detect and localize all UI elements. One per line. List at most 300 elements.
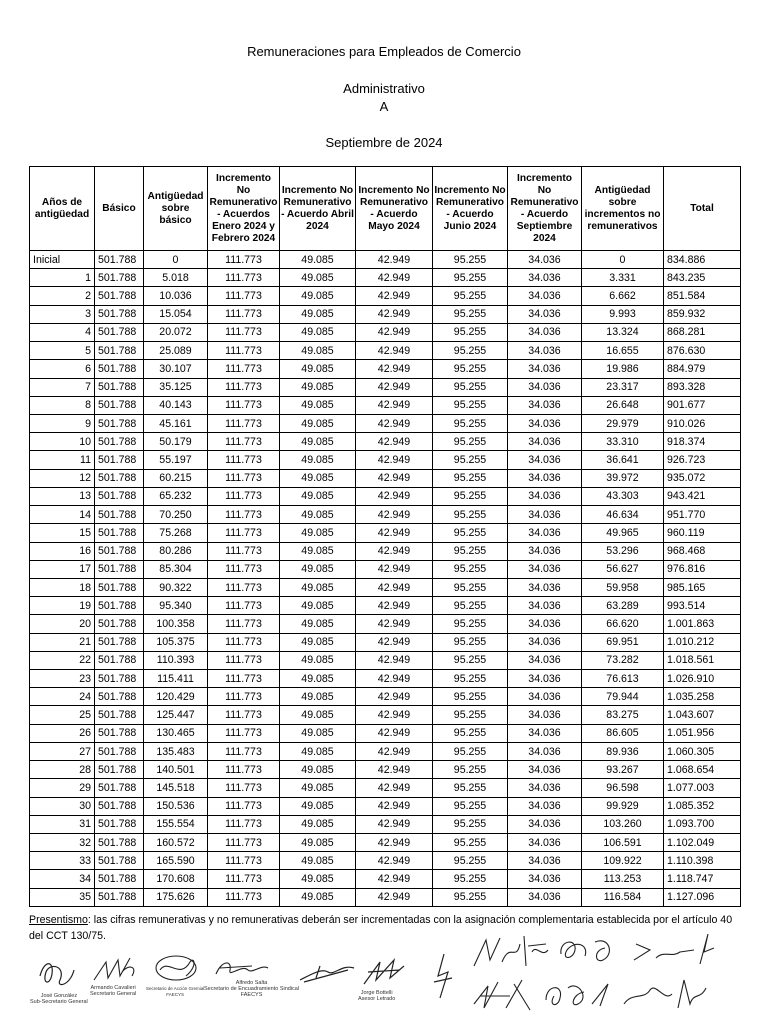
- table-row: [30, 797, 741, 815]
- increment-apr-cell: 49.085: [280, 378, 356, 396]
- seniority-cell: 0: [144, 251, 208, 269]
- years-cell: 9: [30, 414, 95, 432]
- seniority-increments-cell: 56.627: [582, 560, 664, 578]
- increment-jan-feb-cell: 111.773: [208, 797, 280, 815]
- increment-sep-cell: 34.036: [508, 487, 582, 505]
- increment-may-cell: 42.949: [356, 396, 433, 414]
- seniority-cell: 165.590: [144, 852, 208, 870]
- increment-jun-cell: 95.255: [433, 378, 508, 396]
- increment-may-cell: 42.949: [356, 469, 433, 487]
- basic-cell: 501.788: [95, 724, 144, 742]
- increment-jun-cell: 95.255: [433, 633, 508, 651]
- seniority-increments-cell: 53.296: [582, 542, 664, 560]
- seniority-cell: 55.197: [144, 451, 208, 469]
- basic-cell: 501.788: [95, 670, 144, 688]
- basic-cell: 501.788: [95, 688, 144, 706]
- signature-3: [150, 952, 202, 986]
- document-category: Administrativo: [343, 81, 425, 96]
- signature-10: [630, 930, 716, 970]
- seniority-cell: 15.054: [144, 305, 208, 323]
- increment-may-cell: 42.949: [356, 797, 433, 815]
- seniority-increments-cell: 3.331: [582, 269, 664, 287]
- seniority-increments-cell: 63.289: [582, 597, 664, 615]
- total-cell: 910.026: [664, 414, 741, 432]
- increment-jan-feb-cell: 111.773: [208, 670, 280, 688]
- increment-may-cell: 42.949: [356, 706, 433, 724]
- increment-jun-cell: 95.255: [433, 597, 508, 615]
- increment-may-cell: 42.949: [356, 506, 433, 524]
- table-row: [30, 287, 741, 305]
- seniority-cell: 140.501: [144, 761, 208, 779]
- table-row: [30, 487, 741, 505]
- signature-13: [620, 974, 710, 1014]
- increment-jun-cell: 95.255: [433, 506, 508, 524]
- seniority-cell: 90.322: [144, 578, 208, 596]
- increment-sep-cell: 34.036: [508, 779, 582, 797]
- increment-apr-cell: 49.085: [280, 797, 356, 815]
- total-cell: 935.072: [664, 469, 741, 487]
- basic-cell: 501.788: [95, 597, 144, 615]
- seniority-cell: 25.089: [144, 342, 208, 360]
- increment-may-cell: 42.949: [356, 578, 433, 596]
- total-cell: 901.677: [664, 396, 741, 414]
- increment-jun-cell: 95.255: [433, 742, 508, 760]
- increment-jun-cell: 95.255: [433, 451, 508, 469]
- increment-apr-cell: 49.085: [280, 688, 356, 706]
- increment-may-cell: 42.949: [356, 834, 433, 852]
- increment-may-cell: 42.949: [356, 615, 433, 633]
- increment-jun-cell: 95.255: [433, 469, 508, 487]
- seniority-cell: 70.250: [144, 506, 208, 524]
- years-cell: 12: [30, 469, 95, 487]
- basic-cell: 501.788: [95, 761, 144, 779]
- increment-sep-cell: 34.036: [508, 269, 582, 287]
- increment-may-cell: 42.949: [356, 269, 433, 287]
- table-row: [30, 670, 741, 688]
- seniority-increments-cell: 19.986: [582, 360, 664, 378]
- increment-jan-feb-cell: 111.773: [208, 451, 280, 469]
- basic-cell: 501.788: [95, 651, 144, 669]
- increment-apr-cell: 49.085: [280, 487, 356, 505]
- seniority-cell: 30.107: [144, 360, 208, 378]
- total-cell: 1.110.398: [664, 852, 741, 870]
- increment-jun-cell: 95.255: [433, 870, 508, 888]
- increment-apr-cell: 49.085: [280, 323, 356, 341]
- increment-may-cell: 42.949: [356, 251, 433, 269]
- basic-cell: 501.788: [95, 797, 144, 815]
- increment-jun-cell: 95.255: [433, 269, 508, 287]
- increment-apr-cell: 49.085: [280, 651, 356, 669]
- increment-jan-feb-cell: 111.773: [208, 323, 280, 341]
- total-cell: 834.886: [664, 251, 741, 269]
- increment-may-cell: 42.949: [356, 852, 433, 870]
- increment-sep-cell: 34.036: [508, 360, 582, 378]
- years-cell: 29: [30, 779, 95, 797]
- seniority-increments-cell: 43.303: [582, 487, 664, 505]
- footnote-label: Presentismo: [29, 914, 88, 926]
- basic-cell: 501.788: [95, 469, 144, 487]
- increment-jan-feb-cell: 111.773: [208, 251, 280, 269]
- salary-table: [29, 166, 741, 907]
- seniority-increments-cell: 93.267: [582, 761, 664, 779]
- increment-jan-feb-cell: 111.773: [208, 506, 280, 524]
- increment-jan-feb-cell: 111.773: [208, 524, 280, 542]
- total-cell: 1.118.747: [664, 870, 741, 888]
- table-row: [30, 305, 741, 323]
- years-cell: Inicial: [30, 251, 95, 269]
- table-row: [30, 451, 741, 469]
- basic-cell: 501.788: [95, 615, 144, 633]
- years-cell: 20: [30, 615, 95, 633]
- increment-may-cell: 42.949: [356, 651, 433, 669]
- basic-cell: 501.788: [95, 888, 144, 906]
- increment-jan-feb-cell: 111.773: [208, 396, 280, 414]
- table-row: [30, 269, 741, 287]
- years-cell: 3: [30, 305, 95, 323]
- signature-caption-1: José González Sub-Secretario General: [30, 993, 88, 1005]
- total-cell: 1.127.096: [664, 888, 741, 906]
- basic-cell: 501.788: [95, 251, 144, 269]
- total-cell: 851.584: [664, 287, 741, 305]
- total-cell: 985.165: [664, 578, 741, 596]
- increment-may-cell: 42.949: [356, 742, 433, 760]
- years-cell: 30: [30, 797, 95, 815]
- signature-9: [555, 934, 625, 968]
- increment-may-cell: 42.949: [356, 761, 433, 779]
- seniority-increments-cell: 109.922: [582, 852, 664, 870]
- seniority-cell: 105.375: [144, 633, 208, 651]
- increment-sep-cell: 34.036: [508, 815, 582, 833]
- increment-sep-cell: 34.036: [508, 597, 582, 615]
- increment-jun-cell: 95.255: [433, 524, 508, 542]
- total-cell: 1.077.003: [664, 779, 741, 797]
- basic-cell: 501.788: [95, 433, 144, 451]
- increment-may-cell: 42.949: [356, 323, 433, 341]
- seniority-cell: 75.268: [144, 524, 208, 542]
- signature-12: [540, 974, 612, 1014]
- seniority-increments-cell: 13.324: [582, 323, 664, 341]
- seniority-increments-cell: 99.929: [582, 797, 664, 815]
- signature-2: [92, 954, 142, 986]
- increment-may-cell: 42.949: [356, 287, 433, 305]
- seniority-increments-cell: 73.282: [582, 651, 664, 669]
- basic-cell: 501.788: [95, 852, 144, 870]
- increment-apr-cell: 49.085: [280, 742, 356, 760]
- increment-jun-cell: 95.255: [433, 542, 508, 560]
- increment-apr-cell: 49.085: [280, 670, 356, 688]
- increment-may-cell: 42.949: [356, 524, 433, 542]
- seniority-cell: 100.358: [144, 615, 208, 633]
- increment-apr-cell: 49.085: [280, 524, 356, 542]
- seniority-cell: 145.518: [144, 779, 208, 797]
- years-cell: 27: [30, 742, 95, 760]
- seniority-increments-cell: 16.655: [582, 342, 664, 360]
- increment-jun-cell: 95.255: [433, 815, 508, 833]
- seniority-cell: 160.572: [144, 834, 208, 852]
- basic-cell: 501.788: [95, 542, 144, 560]
- increment-apr-cell: 49.085: [280, 615, 356, 633]
- basic-cell: 501.788: [95, 578, 144, 596]
- seniority-increments-cell: 96.598: [582, 779, 664, 797]
- years-cell: 13: [30, 487, 95, 505]
- total-cell: 1.093.700: [664, 815, 741, 833]
- increment-jun-cell: 95.255: [433, 342, 508, 360]
- increment-sep-cell: 34.036: [508, 724, 582, 742]
- increment-sep-cell: 34.036: [508, 761, 582, 779]
- total-cell: 926.723: [664, 451, 741, 469]
- increment-apr-cell: 49.085: [280, 414, 356, 432]
- years-cell: 15: [30, 524, 95, 542]
- basic-cell: 501.788: [95, 378, 144, 396]
- basic-cell: 501.788: [95, 506, 144, 524]
- footnote-text: : las cifras remunerativas y no remunerativas deberán ser incrementadas con la asignación complementaria establecida por el artículo 40 del CCT 130/75.: [29, 914, 733, 942]
- total-cell: 868.281: [664, 323, 741, 341]
- table-row: [30, 633, 741, 651]
- increment-apr-cell: 49.085: [280, 578, 356, 596]
- column-header: Incremento No Remunerativo - Acuerdo Abril 2024: [280, 167, 356, 251]
- seniority-increments-cell: 106.591: [582, 834, 664, 852]
- increment-apr-cell: 49.085: [280, 815, 356, 833]
- seniority-increments-cell: 46.634: [582, 506, 664, 524]
- increment-may-cell: 42.949: [356, 360, 433, 378]
- years-cell: 31: [30, 815, 95, 833]
- signature-caption-5: Jorge Bottelli Asesor Letrado: [358, 990, 396, 1002]
- seniority-cell: 85.304: [144, 560, 208, 578]
- seniority-increments-cell: 86.605: [582, 724, 664, 742]
- table-row: [30, 360, 741, 378]
- basic-cell: 501.788: [95, 633, 144, 651]
- column-header: Antigüedad sobre básico: [144, 167, 208, 251]
- increment-may-cell: 42.949: [356, 433, 433, 451]
- increment-jan-feb-cell: 111.773: [208, 870, 280, 888]
- total-cell: 876.630: [664, 342, 741, 360]
- increment-jan-feb-cell: 111.773: [208, 615, 280, 633]
- basic-cell: 501.788: [95, 396, 144, 414]
- increment-apr-cell: 49.085: [280, 779, 356, 797]
- table-row: [30, 414, 741, 432]
- increment-jun-cell: 95.255: [433, 706, 508, 724]
- years-cell: 7: [30, 378, 95, 396]
- increment-may-cell: 42.949: [356, 870, 433, 888]
- increment-jan-feb-cell: 111.773: [208, 651, 280, 669]
- seniority-cell: 20.072: [144, 323, 208, 341]
- years-cell: 6: [30, 360, 95, 378]
- increment-sep-cell: 34.036: [508, 542, 582, 560]
- increment-jun-cell: 95.255: [433, 578, 508, 596]
- seniority-cell: 40.143: [144, 396, 208, 414]
- table-row: [30, 724, 741, 742]
- column-header: Años de antigüedad: [30, 167, 95, 251]
- years-cell: 25: [30, 706, 95, 724]
- increment-jun-cell: 95.255: [433, 433, 508, 451]
- signature-caption-3: Secretario de Acción Gremial FAECYS: [146, 986, 205, 997]
- seniority-increments-cell: 39.972: [582, 469, 664, 487]
- increment-jun-cell: 95.255: [433, 360, 508, 378]
- total-cell: 1.102.049: [664, 834, 741, 852]
- increment-sep-cell: 34.036: [508, 560, 582, 578]
- increment-sep-cell: 34.036: [508, 342, 582, 360]
- seniority-increments-cell: 66.620: [582, 615, 664, 633]
- increment-sep-cell: 34.036: [508, 451, 582, 469]
- table-row: [30, 815, 741, 833]
- table-row: [30, 378, 741, 396]
- increment-sep-cell: 34.036: [508, 506, 582, 524]
- increment-sep-cell: 34.036: [508, 305, 582, 323]
- table-row: [30, 742, 741, 760]
- increment-jun-cell: 95.255: [433, 724, 508, 742]
- total-cell: 893.328: [664, 378, 741, 396]
- total-cell: 859.932: [664, 305, 741, 323]
- table-row: [30, 469, 741, 487]
- signature-5: [298, 960, 356, 986]
- increment-apr-cell: 49.085: [280, 433, 356, 451]
- increment-apr-cell: 49.085: [280, 633, 356, 651]
- seniority-increments-cell: 79.944: [582, 688, 664, 706]
- seniority-increments-cell: 113.253: [582, 870, 664, 888]
- increment-sep-cell: 34.036: [508, 633, 582, 651]
- increment-may-cell: 42.949: [356, 597, 433, 615]
- increment-jan-feb-cell: 111.773: [208, 305, 280, 323]
- table-row: [30, 779, 741, 797]
- increment-apr-cell: 49.085: [280, 706, 356, 724]
- total-cell: 1.010.212: [664, 633, 741, 651]
- increment-jan-feb-cell: 111.773: [208, 633, 280, 651]
- table-row: [30, 433, 741, 451]
- increment-apr-cell: 49.085: [280, 542, 356, 560]
- column-header: Antigüedad sobre incrementos no remunerativos: [582, 167, 664, 251]
- table-row: [30, 560, 741, 578]
- years-cell: 26: [30, 724, 95, 742]
- table-row: [30, 323, 741, 341]
- increment-may-cell: 42.949: [356, 414, 433, 432]
- total-cell: 1.060.305: [664, 742, 741, 760]
- basic-cell: 501.788: [95, 742, 144, 760]
- seniority-cell: 135.483: [144, 742, 208, 760]
- seniority-cell: 35.125: [144, 378, 208, 396]
- total-cell: 884.979: [664, 360, 741, 378]
- table-row: [30, 578, 741, 596]
- table-row: [30, 524, 741, 542]
- table-row: [30, 651, 741, 669]
- seniority-increments-cell: 103.260: [582, 815, 664, 833]
- total-cell: 1.043.607: [664, 706, 741, 724]
- increment-apr-cell: 49.085: [280, 852, 356, 870]
- increment-jun-cell: 95.255: [433, 670, 508, 688]
- increment-jan-feb-cell: 111.773: [208, 761, 280, 779]
- years-cell: 8: [30, 396, 95, 414]
- increment-may-cell: 42.949: [356, 815, 433, 833]
- increment-jan-feb-cell: 111.773: [208, 779, 280, 797]
- basic-cell: 501.788: [95, 414, 144, 432]
- increment-sep-cell: 34.036: [508, 414, 582, 432]
- years-cell: 11: [30, 451, 95, 469]
- seniority-cell: 170.608: [144, 870, 208, 888]
- document-subcategory: A: [379, 99, 389, 114]
- signatures-area: [0, 930, 768, 1024]
- seniority-increments-cell: 69.951: [582, 633, 664, 651]
- seniority-cell: 150.536: [144, 797, 208, 815]
- years-cell: 16: [30, 542, 95, 560]
- column-header: Básico: [95, 167, 144, 251]
- increment-jan-feb-cell: 111.773: [208, 724, 280, 742]
- table-header-row: [30, 167, 741, 251]
- signature-caption-2: Armando Cavalieri Secretario General: [90, 985, 137, 997]
- column-header: Incremento No Remunerativo - Acuerdo Septiembre 2024: [508, 167, 582, 251]
- seniority-increments-cell: 0: [582, 251, 664, 269]
- years-cell: 19: [30, 597, 95, 615]
- years-cell: 23: [30, 670, 95, 688]
- increment-jan-feb-cell: 111.773: [208, 560, 280, 578]
- column-header: Incremento No Remunerativo - Acuerdo Junio 2024: [433, 167, 508, 251]
- table-row: [30, 542, 741, 560]
- years-cell: 34: [30, 870, 95, 888]
- years-cell: 35: [30, 888, 95, 906]
- increment-jan-feb-cell: 111.773: [208, 360, 280, 378]
- increment-apr-cell: 49.085: [280, 451, 356, 469]
- increment-jun-cell: 95.255: [433, 688, 508, 706]
- increment-sep-cell: 34.036: [508, 706, 582, 724]
- years-cell: 21: [30, 633, 95, 651]
- increment-jun-cell: 95.255: [433, 487, 508, 505]
- document-period: Septiembre de 2024: [325, 135, 443, 150]
- increment-jun-cell: 95.255: [433, 761, 508, 779]
- increment-apr-cell: 49.085: [280, 870, 356, 888]
- increment-jun-cell: 95.255: [433, 834, 508, 852]
- total-cell: 968.468: [664, 542, 741, 560]
- increment-jan-feb-cell: 111.773: [208, 815, 280, 833]
- total-cell: 960.119: [664, 524, 741, 542]
- basic-cell: 501.788: [95, 487, 144, 505]
- table-row: [30, 251, 741, 269]
- increment-sep-cell: 34.036: [508, 834, 582, 852]
- basic-cell: 501.788: [95, 815, 144, 833]
- years-cell: 33: [30, 852, 95, 870]
- increment-may-cell: 42.949: [356, 633, 433, 651]
- total-cell: 843.235: [664, 269, 741, 287]
- increment-jan-feb-cell: 111.773: [208, 578, 280, 596]
- increment-apr-cell: 49.085: [280, 396, 356, 414]
- increment-may-cell: 42.949: [356, 688, 433, 706]
- seniority-increments-cell: 26.648: [582, 396, 664, 414]
- total-cell: 1.085.352: [664, 797, 741, 815]
- increment-sep-cell: 34.036: [508, 251, 582, 269]
- increment-sep-cell: 34.036: [508, 688, 582, 706]
- table-row: [30, 597, 741, 615]
- increment-may-cell: 42.949: [356, 451, 433, 469]
- table-row: [30, 870, 741, 888]
- years-cell: 4: [30, 323, 95, 341]
- total-cell: 918.374: [664, 433, 741, 451]
- years-cell: 24: [30, 688, 95, 706]
- increment-jun-cell: 95.255: [433, 414, 508, 432]
- increment-sep-cell: 34.036: [508, 615, 582, 633]
- increment-may-cell: 42.949: [356, 779, 433, 797]
- increment-jun-cell: 95.255: [433, 305, 508, 323]
- increment-jan-feb-cell: 111.773: [208, 378, 280, 396]
- increment-jan-feb-cell: 111.773: [208, 742, 280, 760]
- increment-jan-feb-cell: 111.773: [208, 414, 280, 432]
- increment-may-cell: 42.949: [356, 487, 433, 505]
- increment-may-cell: 42.949: [356, 560, 433, 578]
- increment-may-cell: 42.949: [356, 378, 433, 396]
- seniority-cell: 130.465: [144, 724, 208, 742]
- increment-apr-cell: 49.085: [280, 761, 356, 779]
- seniority-increments-cell: 6.662: [582, 287, 664, 305]
- increment-jan-feb-cell: 111.773: [208, 342, 280, 360]
- increment-sep-cell: 34.036: [508, 287, 582, 305]
- basic-cell: 501.788: [95, 834, 144, 852]
- total-cell: 976.816: [664, 560, 741, 578]
